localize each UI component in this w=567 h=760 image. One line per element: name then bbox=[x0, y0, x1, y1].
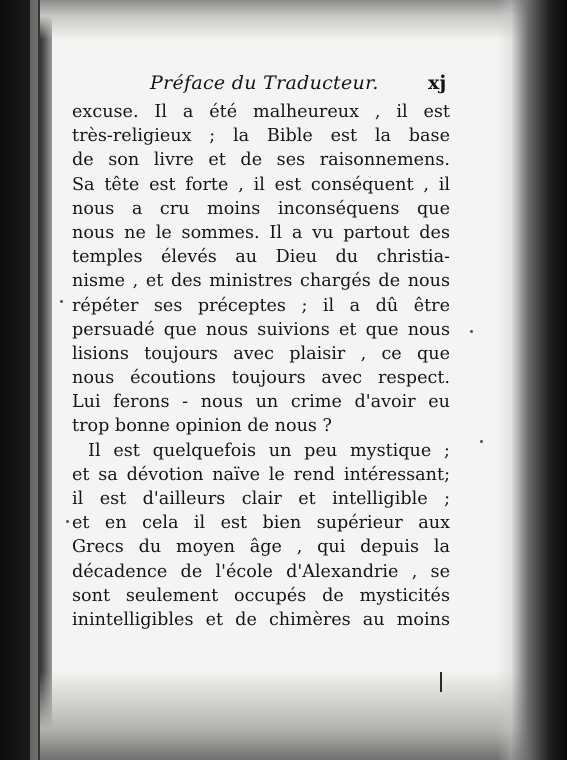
ink-speck bbox=[470, 330, 473, 333]
page-number: xj bbox=[428, 72, 447, 94]
text-line: répéter ses préceptes ; il a dû être bbox=[72, 295, 450, 316]
text-line: nisme , et des ministres chargés de nous bbox=[72, 271, 450, 292]
stray-ink-mark bbox=[440, 672, 442, 692]
bottom-scan-edge bbox=[40, 670, 567, 760]
binding-highlight bbox=[30, 0, 38, 760]
text-line: nous a cru moins inconséquens que bbox=[72, 198, 450, 219]
text-line: excuse. Il a été malheureux , il est bbox=[72, 102, 450, 122]
text-line: nous écoutions toujours avec respect. bbox=[72, 368, 450, 389]
text-line: décadence de l'école d'Alexandrie , se bbox=[72, 561, 450, 582]
ink-speck bbox=[480, 440, 483, 443]
text-line: sont seulement occupés de mysticités bbox=[72, 585, 450, 606]
text-line: de son livre et de ses raisonnemens. bbox=[72, 150, 450, 171]
text-line: Sa tête est forte , il est conséquent , il bbox=[72, 174, 450, 195]
book-binding-shadow bbox=[0, 0, 52, 760]
text-line: nous ne le sommes. Il a vu partout des bbox=[72, 222, 450, 243]
ink-speck bbox=[60, 300, 63, 303]
text-line: Lui ferons - nous un crime d'avoir eu bbox=[72, 392, 450, 413]
text-line: Grecs du moyen âge , qui depuis la bbox=[72, 537, 450, 558]
body-text bbox=[72, 100, 450, 632]
right-scan-edge bbox=[497, 0, 567, 760]
text-line: Il est quelquefois un peu mystique ; bbox=[88, 440, 450, 461]
page-header bbox=[150, 72, 470, 100]
text-line: lisions toujours avec plaisir , ce que bbox=[72, 343, 450, 364]
text-line: trop bonne opinion de nous ? bbox=[72, 416, 332, 437]
text-line: et en cela il est bien supérieur aux bbox=[72, 513, 450, 534]
text-line: il est d'ailleurs clair et intelligible ; bbox=[72, 489, 450, 509]
text-line: et sa dévotion naïve le rend intéressant; bbox=[72, 464, 450, 485]
text-line: temples élevés au Dieu du christia- bbox=[72, 247, 450, 268]
text-line: inintelligibles et de chimères au moins bbox=[72, 609, 450, 630]
text-line: persuadé que nous suivions et que nous bbox=[72, 319, 450, 340]
text-line: très-religieux ; la Bible est la base bbox=[72, 126, 450, 147]
running-title: Préface du Traducteur. bbox=[150, 72, 379, 94]
top-scan-edge bbox=[40, 0, 567, 40]
ink-speck bbox=[66, 520, 69, 523]
